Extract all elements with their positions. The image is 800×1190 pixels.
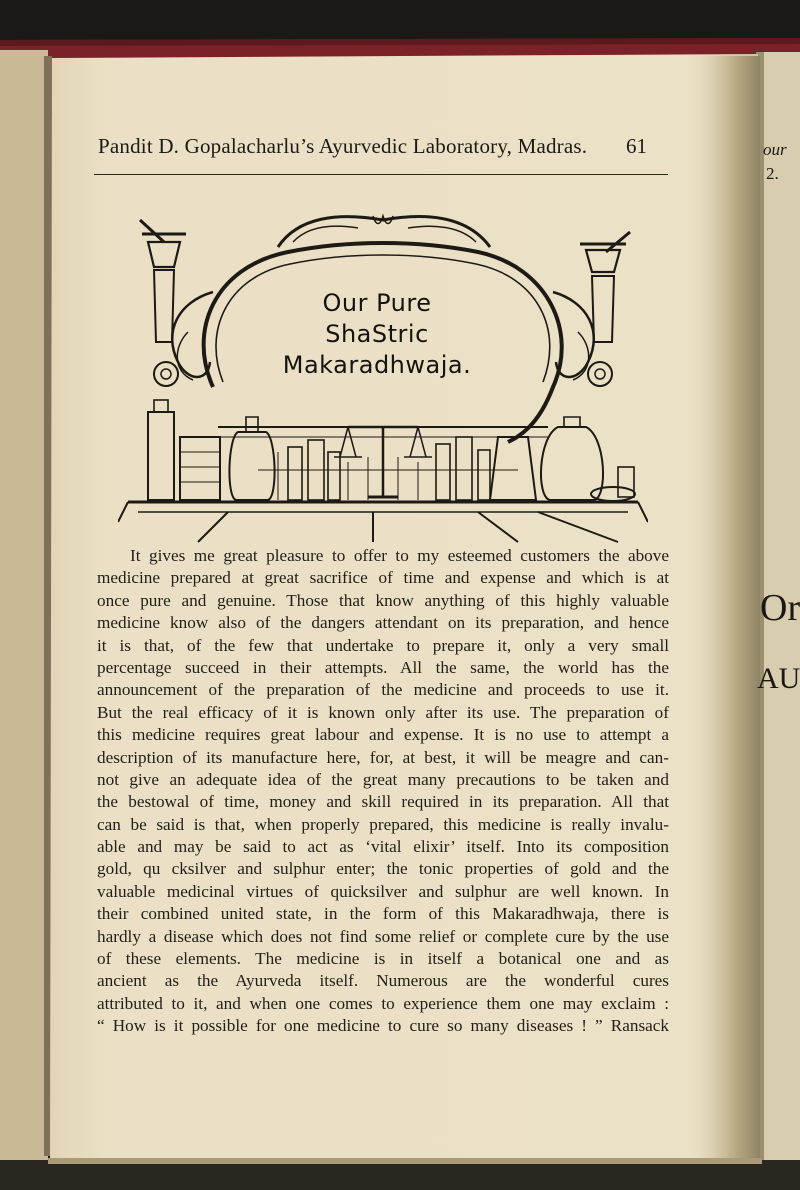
- text-line: valuable medicinal virtues of quicksilver and sulphur are well known. In: [97, 881, 669, 901]
- text-line: medicine know also of the dangers attendant on its preparation, and hence: [97, 613, 669, 633]
- next-page-fragment: AU: [757, 662, 800, 695]
- text-line: their combined united state, in the form of this Makaradhwaja, there is: [97, 904, 669, 924]
- text-line: percentage succeed in their attempts. All the same, the world has the: [97, 657, 669, 677]
- text-line: of these elements. The medicine is in itself a botanical one and as: [97, 949, 669, 969]
- text-line: once pure and genuine. Those that know anything of this highly valuable: [97, 590, 669, 610]
- text-line: this medicine requires great labour and expense. It is no use to attempt a: [97, 725, 669, 745]
- illustration-title: [270, 288, 484, 381]
- text-line: can be said is that, when properly prepared, this medicine is really invalu-: [97, 814, 669, 834]
- text-line: not give an adequate idea of the great many precautions to be taken and: [97, 769, 669, 789]
- running-head: Pandit D. Gopalacharlu’s Ayurvedic Laboratory, Madras.: [98, 134, 588, 158]
- body-paragraph: [97, 545, 669, 1038]
- text-line: ancient as the Ayurveda itself. Numerous are the wonderful cures: [97, 971, 669, 991]
- text-line: description of its manufacture here, for, at best, it will be meagre and can-: [97, 747, 669, 767]
- next-page-fragment: 2.: [766, 164, 779, 183]
- text-line: it is that, of the few that undertake to prepare it, only a very small: [97, 635, 669, 655]
- next-page-fragment: our: [763, 140, 787, 159]
- text-line: “ How is it possible for one medicine to cure so many diseases ! ” Ransack: [97, 1016, 669, 1036]
- page-number: 61: [626, 134, 647, 158]
- text-line: It gives me great pleasure to offer to my esteemed customers the above: [130, 546, 669, 565]
- next-page-fragment: Or: [760, 587, 800, 629]
- text-line: medicine prepared at great sacrifice of time and expense and which is at: [97, 568, 669, 588]
- illustration-title-line: Our Pure: [322, 289, 432, 317]
- text-line: announcement of the preparation of the medicine and proceeds to use it.: [97, 680, 669, 700]
- illustration-title-line: ShaStric: [325, 320, 429, 348]
- text-line: hardly a disease which does not find some relief or complete cure by the use: [97, 926, 669, 946]
- text-line: attributed to it, and when one comes to experience them one may exclaim :: [97, 993, 669, 1013]
- text-line: But the real efficacy of it is known only after its use. The preparation of: [97, 702, 669, 722]
- text-line: gold, qu cksilver and sulphur enter; the tonic properties of gold and the: [97, 859, 669, 879]
- illustration-title-line: Makaradhwaja.: [282, 351, 472, 379]
- header-rule: [94, 174, 668, 175]
- text-line: able and may be said to act as ‘vital elixir’ itself. Into its composition: [97, 837, 669, 857]
- text-line: the bestowal of time, money and skill required in its preparation. All that: [97, 792, 669, 812]
